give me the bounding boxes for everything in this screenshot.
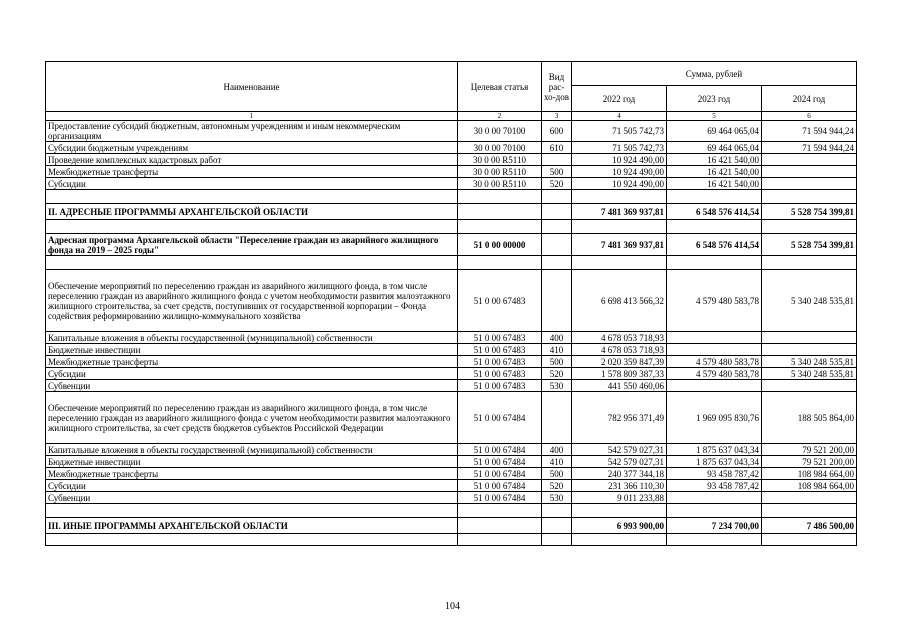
row-name: Межбюджетные трансферты — [46, 468, 458, 480]
row-code: 51 0 00 67483 — [458, 344, 542, 356]
col-index: 3 — [542, 112, 572, 121]
row-kind: 530 — [542, 380, 572, 392]
row-kind: 520 — [542, 368, 572, 380]
row-2022: 441 550 460,06 — [572, 380, 667, 392]
row-2023: 7 234 700,00 — [667, 518, 762, 534]
table-row — [46, 492, 857, 504]
row-2024: 108 984 664,00 — [762, 480, 857, 492]
section-row — [46, 204, 857, 220]
row-2024: 5 528 754 399,81 — [762, 234, 857, 256]
row-2023: 4 579 480 583,78 — [667, 356, 762, 368]
row-name: III. ИНЫЕ ПРОГРАММЫ АРХАНГЕЛЬСКОЙ ОБЛАСТИ — [46, 518, 458, 534]
row-2024: 7 486 500,00 — [762, 518, 857, 534]
row-2022: 6 993 900,00 — [572, 518, 667, 534]
table-row — [46, 178, 857, 190]
header-2023: 2023 год — [667, 86, 762, 112]
table-row — [46, 270, 857, 332]
row-2023: 4 579 480 583,78 — [667, 270, 762, 332]
row-kind — [542, 154, 572, 166]
row-code: 51 0 00 67484 — [458, 456, 542, 468]
row-kind: 500 — [542, 166, 572, 178]
row-2024 — [762, 154, 857, 166]
row-2022: 10 924 490,00 — [572, 178, 667, 190]
table-row — [46, 380, 857, 392]
row-kind: 500 — [542, 468, 572, 480]
row-name: Проведение комплексных кадастровых работ — [46, 154, 458, 166]
row-kind — [542, 234, 572, 256]
table-row — [46, 332, 857, 344]
row-2022: 71 505 742,73 — [572, 142, 667, 154]
table-row — [46, 234, 857, 256]
row-code: 51 0 00 00000 — [458, 234, 542, 256]
row-2022: 6 698 413 566,32 — [572, 270, 667, 332]
row-name: Субсидии — [46, 178, 458, 190]
row-2024: 5 340 248 535,81 — [762, 368, 857, 380]
row-code: 51 0 00 67484 — [458, 480, 542, 492]
row-2022: 231 366 110,30 — [572, 480, 667, 492]
row-code: 51 0 00 67484 — [458, 392, 542, 444]
row-name: Субсидии — [46, 480, 458, 492]
row-name: Обеспечение мероприятий по переселению граждан из аварийного жилищного фонда, в том числе переселению граждан из аварийного жилищного фонда с учетом необходимости развития малоэтажного жилищного строительства, за счет средств бюджетов субъектов Российской Федерации — [46, 392, 458, 444]
spacer-row — [46, 190, 857, 204]
row-code: 51 0 00 67484 — [458, 444, 542, 456]
row-kind: 400 — [542, 444, 572, 456]
row-code — [458, 204, 542, 220]
row-kind — [542, 392, 572, 444]
row-name: Капитальные вложения в объекты государственной (муниципальной) собственности — [46, 332, 458, 344]
row-2023 — [667, 380, 762, 392]
row-code: 51 0 00 67483 — [458, 270, 542, 332]
row-2023 — [667, 492, 762, 504]
row-2024: 5 340 248 535,81 — [762, 356, 857, 368]
row-2022: 4 678 053 718,93 — [572, 332, 667, 344]
row-2023: 93 458 787,42 — [667, 468, 762, 480]
row-2022: 7 481 369 937,81 — [572, 204, 667, 220]
col-index: 1 — [46, 112, 458, 121]
row-code: 51 0 00 67483 — [458, 332, 542, 344]
table-row — [46, 456, 857, 468]
table-row — [46, 368, 857, 380]
row-code: 30 0 00 70100 — [458, 121, 542, 142]
row-code: 30 0 00 R5110 — [458, 178, 542, 190]
row-2022: 542 579 027,31 — [572, 444, 667, 456]
row-name: Капитальные вложения в объекты государственной (муниципальной) собственности — [46, 444, 458, 456]
row-code: 51 0 00 67483 — [458, 380, 542, 392]
row-2024: 5 528 754 399,81 — [762, 204, 857, 220]
row-2022: 4 678 053 718,93 — [572, 344, 667, 356]
row-2023: 16 421 540,00 — [667, 154, 762, 166]
row-2022: 9 011 233,88 — [572, 492, 667, 504]
table-row — [46, 344, 857, 356]
row-2023: 16 421 540,00 — [667, 178, 762, 190]
row-2023: 6 548 576 414,54 — [667, 204, 762, 220]
row-kind — [542, 518, 572, 534]
row-name: Обеспечение мероприятий по переселению граждан из аварийного жилищного фонда, в том числе переселению граждан из аварийного жилищного фонда с учетом необходимости развития малоэтажного жилищного строительства, за счет средств, поступивших от государственной корпорации – Фонда содействия реформированию жилищно-коммунального хозяйства — [46, 270, 458, 332]
row-kind: 520 — [542, 178, 572, 190]
row-2024 — [762, 332, 857, 344]
row-kind — [542, 270, 572, 332]
row-code: 30 0 00 70100 — [458, 142, 542, 154]
row-kind — [542, 204, 572, 220]
row-2023: 1 875 637 043,34 — [667, 444, 762, 456]
row-name: Предоставление субсидий бюджетным, автономным учреждениям и иным некоммерческим организациям — [46, 121, 458, 142]
row-2024: 5 340 248 535,81 — [762, 270, 857, 332]
col-index: 4 — [572, 112, 667, 121]
row-2024: 188 505 864,00 — [762, 392, 857, 444]
table-row — [46, 121, 857, 142]
row-2024 — [762, 492, 857, 504]
row-name: Бюджетные инвестиции — [46, 344, 458, 356]
row-name: Субвенции — [46, 492, 458, 504]
row-2024: 79 521 200,00 — [762, 456, 857, 468]
spacer-row — [46, 256, 857, 270]
section-row — [46, 518, 857, 534]
row-2024: 71 594 944,24 — [762, 121, 857, 142]
header-name: Наименование — [46, 62, 458, 112]
row-2024 — [762, 166, 857, 178]
row-2022: 10 924 490,00 — [572, 154, 667, 166]
row-kind: 520 — [542, 480, 572, 492]
row-2024 — [762, 380, 857, 392]
row-2022: 2 020 359 847,39 — [572, 356, 667, 368]
row-2022: 71 505 742,73 — [572, 121, 667, 142]
header-target: Целевая статья — [458, 62, 542, 112]
spacer-row — [46, 534, 857, 546]
row-2022: 782 956 371,49 — [572, 392, 667, 444]
row-2022: 10 924 490,00 — [572, 166, 667, 178]
row-code — [458, 518, 542, 534]
row-2023: 16 421 540,00 — [667, 166, 762, 178]
row-name: Субсидии бюджетным учреждениям — [46, 142, 458, 154]
row-name: Субсидии — [46, 368, 458, 380]
header-kind: Вид рас-хо-дов — [542, 62, 572, 112]
spacer-row — [46, 220, 857, 234]
table-row — [46, 142, 857, 154]
row-code: 51 0 00 67484 — [458, 468, 542, 480]
row-2024 — [762, 344, 857, 356]
row-2023: 6 548 576 414,54 — [667, 234, 762, 256]
row-code: 30 0 00 R5110 — [458, 166, 542, 178]
row-kind: 530 — [542, 492, 572, 504]
row-name: Субвенции — [46, 380, 458, 392]
row-2023: 4 579 480 583,78 — [667, 368, 762, 380]
spacer-row — [46, 504, 857, 518]
row-2022: 7 481 369 937,81 — [572, 234, 667, 256]
row-2023: 69 464 065,04 — [667, 121, 762, 142]
row-kind: 400 — [542, 332, 572, 344]
row-2023: 1 969 095 830,76 — [667, 392, 762, 444]
header-2024: 2024 год — [762, 86, 857, 112]
table-row — [46, 392, 857, 444]
table-row — [46, 356, 857, 368]
row-2023 — [667, 332, 762, 344]
table-row — [46, 444, 857, 456]
row-2024: 71 594 944,24 — [762, 142, 857, 154]
row-code: 51 0 00 67484 — [458, 492, 542, 504]
row-2022: 240 377 344,18 — [572, 468, 667, 480]
table-row — [46, 468, 857, 480]
row-kind: 410 — [542, 456, 572, 468]
row-name: Межбюджетные трансферты — [46, 166, 458, 178]
budget-table — [45, 61, 857, 546]
row-2024 — [762, 178, 857, 190]
col-index: 2 — [458, 112, 542, 121]
row-kind: 600 — [542, 121, 572, 142]
row-kind: 610 — [542, 142, 572, 154]
row-2022: 542 579 027,31 — [572, 456, 667, 468]
table-row — [46, 154, 857, 166]
table-row — [46, 480, 857, 492]
row-code: 51 0 00 67483 — [458, 356, 542, 368]
page-number: 104 — [445, 601, 460, 612]
row-name: Бюджетные инвестиции — [46, 456, 458, 468]
header-2022: 2022 год — [572, 86, 667, 112]
table-row — [46, 166, 857, 178]
header-sum: Сумма, рублей — [572, 62, 857, 86]
row-name: Межбюджетные трансферты — [46, 356, 458, 368]
row-kind: 410 — [542, 344, 572, 356]
row-kind: 500 — [542, 356, 572, 368]
row-2023: 69 464 065,04 — [667, 142, 762, 154]
row-name: Адресная программа Архангельской области "Переселение граждан из аварийного жилищного фонда на 2019 – 2025 годы" — [46, 234, 458, 256]
row-2024: 79 521 200,00 — [762, 444, 857, 456]
col-index: 6 — [762, 112, 857, 121]
col-index: 5 — [667, 112, 762, 121]
row-2024: 108 984 664,00 — [762, 468, 857, 480]
row-2023: 1 875 637 043,34 — [667, 456, 762, 468]
row-2023: 93 458 787,42 — [667, 480, 762, 492]
row-name: II. АДРЕСНЫЕ ПРОГРАММЫ АРХАНГЕЛЬСКОЙ ОБЛАСТИ — [46, 204, 458, 220]
row-2023 — [667, 344, 762, 356]
row-code: 51 0 00 67483 — [458, 368, 542, 380]
row-code: 30 0 00 R5110 — [458, 154, 542, 166]
row-2022: 1 578 809 387,33 — [572, 368, 667, 380]
